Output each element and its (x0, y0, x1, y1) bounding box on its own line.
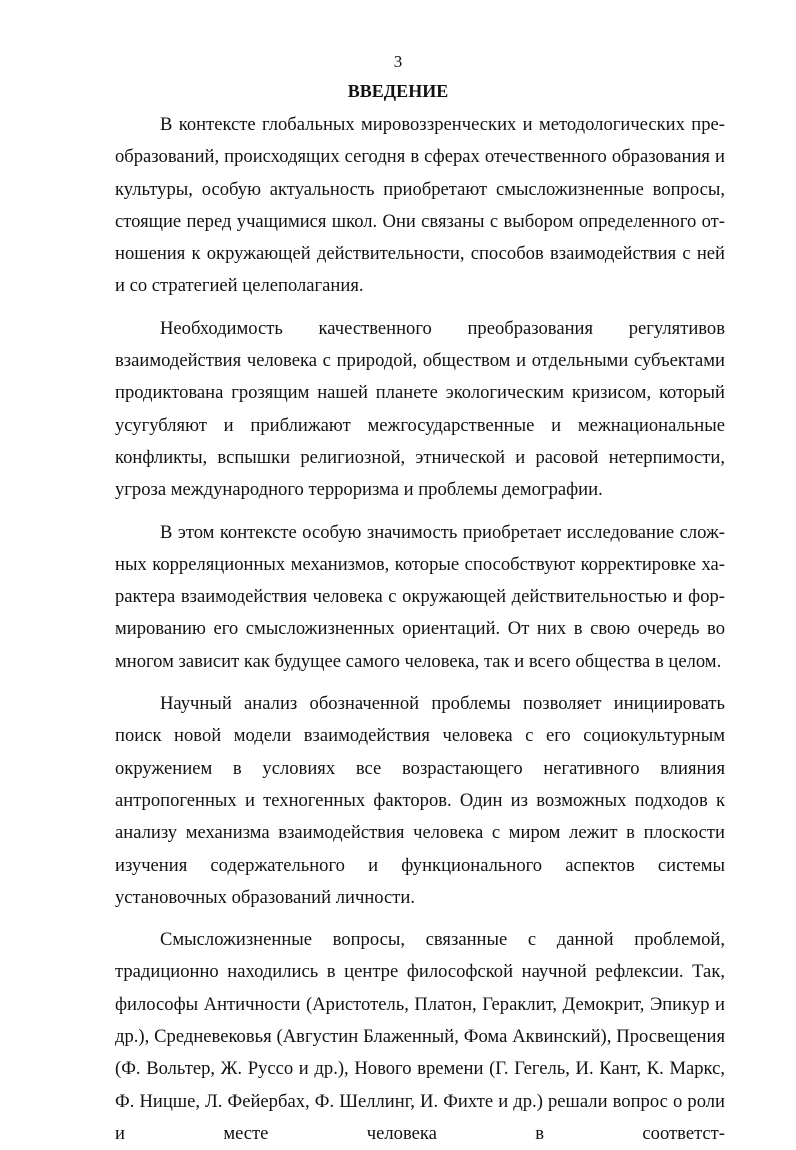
page-number: 3 (393, 52, 403, 71)
paragraph-5: Смысложизненные вопросы, связанные с данной проблемой, традиционно находились в центре философской научной рефлексии. Так, философы Античности (Аристотель, Платон, Гераклит, Демокрит, Эпикур и др.), Средневековья (Августин Блаженный, Фома Аквинский), Просвещения (Ф. Вольтер, Ж. Руссо и др.), Нового времени (Г. Гегель, И. Кант, К. Маркс, Ф. Ницше, Л. Фейербах, Ф. Шеллинг, И. Фихте и др.) решали вопрос о роли и месте человека в соответст- (115, 929, 725, 1144)
section-heading: ВВЕДЕНИЕ (347, 81, 449, 101)
paragraph-4: Научный анализ обозначенной проблемы позволяет инициировать поиск новой модели взаимодействия человека с его социокультурным окружением в условиях все возрастающего негативного влияния антропогенных и техногенных факторов. Один из возможных подходов к анализу механизма взаимодействия человека с миром лежит в плоскости изучения содержательного и функционального аспектов системы установочных образований личности. (115, 693, 725, 908)
paragraph-1: В контексте глобальных мировоззренческих и методологических преобразований, происходящих сегодня в сферах отечественного образования и культуры, особую актуальность приобретают смысложизненные вопросы, стоящие перед учащимися школ. Они связаны с выбором определенного отношения к окружающей действительности, способов взаимодействия с ней и со стратегией целеполагания. (115, 114, 725, 297)
body-text (115, 109, 725, 1150)
paragraph-3: В этом контексте особую значимость приобретает исследование сложных корреляционных механизмов, которые способствуют корректировке характера взаимодействия человека с окружающей действительностью и формированию его смысложизненных ориентаций. От них в свою очередь во многом зависит как будущее самого человека, так и всего общества в целом. (115, 521, 725, 672)
paragraph-2: Необходимость качественного преобразования регулятивов взаимодействия человека с природой, обществом и отдельными субъектами продиктована грозящим нашей планете экологическим кризисом, который усугубляют и приближают межгосударственные и межнациональные конфликты, вспышки религиозной, этнической и расовой нетерпимости, угроза международного терроризма и проблемы демографии. (115, 317, 725, 501)
